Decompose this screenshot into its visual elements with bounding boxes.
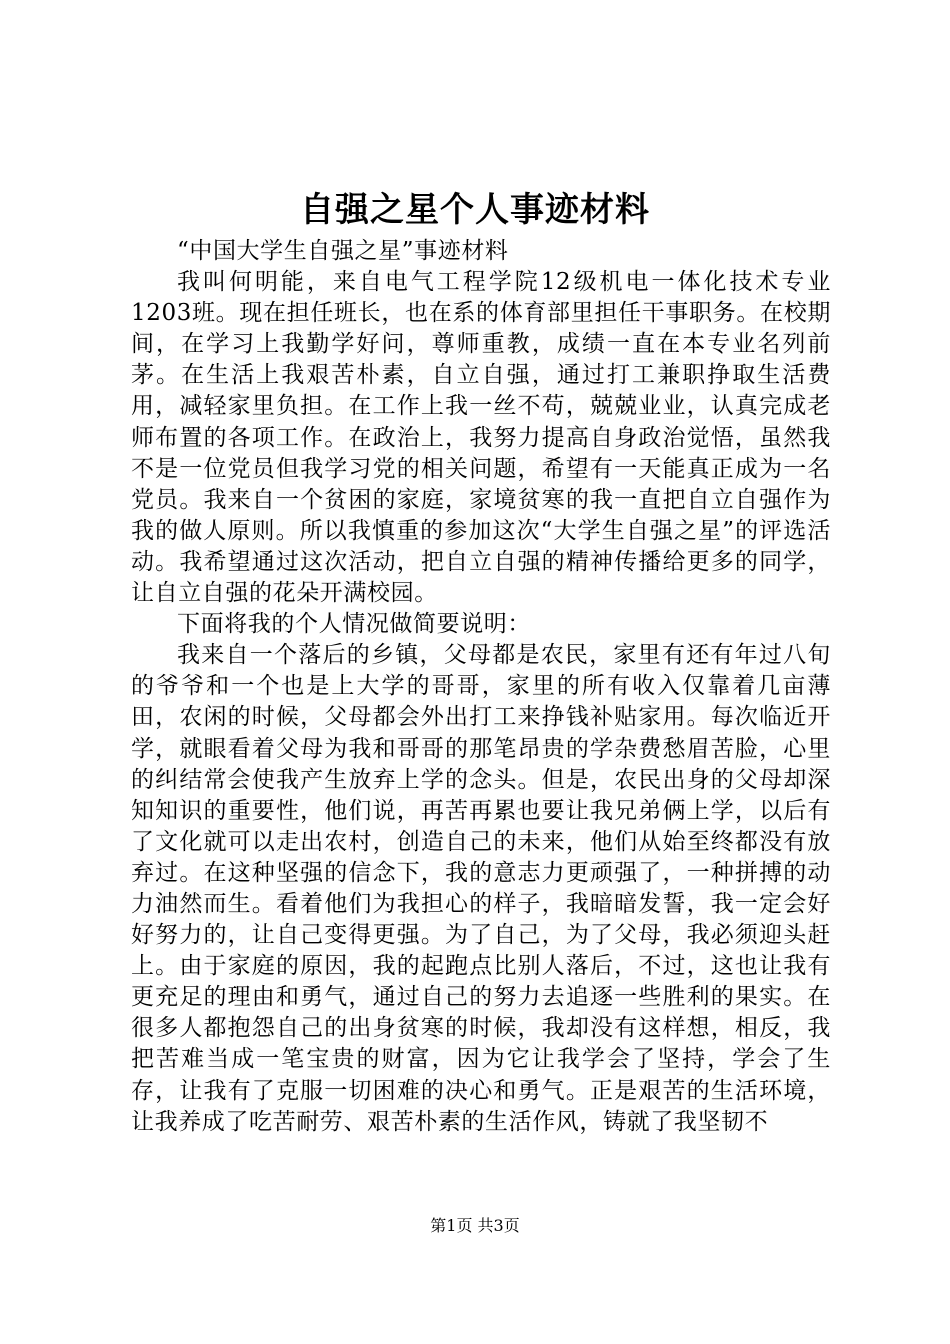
page-footer — [0, 1216, 950, 1236]
document-title: 自强之星个人事迹材料 — [300, 190, 650, 230]
page-number: 第1页 共3页 — [430, 1216, 520, 1235]
document-body — [131, 236, 831, 1138]
body-paragraph-background: 我来自一个落后的乡镇，父母都是农民，家里有还有年过八旬的爷爷和一个也是上大学的哥哥，家里的所有收入仅靠着几亩薄田，农闲的时候，父母都会外出打工来挣钱补贴家用。每次临近开学，就眼看着父母为我和哥哥的那笔昂贵的学杂费愁眉苦脸，心里的纠结常会使我产生放弃上学的念头。但是，农民出身的父母却深知知识的重要性，他们说，再苦再累也要让我兄弟俩上学，以后有了文化就可以走出农村，创造自己的未来，他们从始至终都没有放弃过。在这种坚强的信念下，我的意志力更顽强了，一种拼搏的动力油然而生。看着他们为我担心的样子，我暗暗发誓，我一定会好好努力的，让自己变得更强。为了自己，为了父母，我必须迎头赶上。由于家庭的原因，我的起跑点比别人落后，不过，这也让我有更充足的理由和勇气，通过自己的努力去追逐一些胜利的果实。在很多人都抱怨自己的出身贫寒的时候，我却没有这样想，相反，我把苦难当成一笔宝贵的财富，因为它让我学会了坚持，学会了生存，让我有了克服一切困难的决心和勇气。正是艰苦的生活环境，让我养成了吃苦耐劳、艰苦朴素的生活作风，铸就了我坚韧不 — [131, 642, 831, 1135]
body-paragraph-introduction: 我叫何明能，来自电气工程学院12级机电一体化技术专业1203班。现在担任班长，也在系的体育部里担任干事职务。在校期间，在学习上我勤学好问，尊师重教，成绩一直在本专业名列前茅。在生活上我艰苦朴素，自立自强，通过打工兼职挣取生活费用，减轻家里负担。在工作上我一丝不苟，兢兢业业，认真完成老师布置的各项工作。在政治上，我努力提高自身政治觉悟，虽然我不是一位党员但我学习党的相关问题，希望有一天能真正成为一名党员。我来自一个贫困的家庭，家境贫寒的我一直把自立自强作为我的做人原则。所以我慎重的参加这次“大学生自强之星”的评选活动。我希望通过这次活动，把自立自强的精神传播给更多的同学，让自立自强的花朵开满校园。 — [131, 269, 831, 607]
body-paragraph-lead-in: 下面将我的个人情况做简要说明： — [177, 611, 531, 638]
body-paragraph-subtitle: “中国大学生自强之星”事迹材料 — [177, 238, 509, 264]
